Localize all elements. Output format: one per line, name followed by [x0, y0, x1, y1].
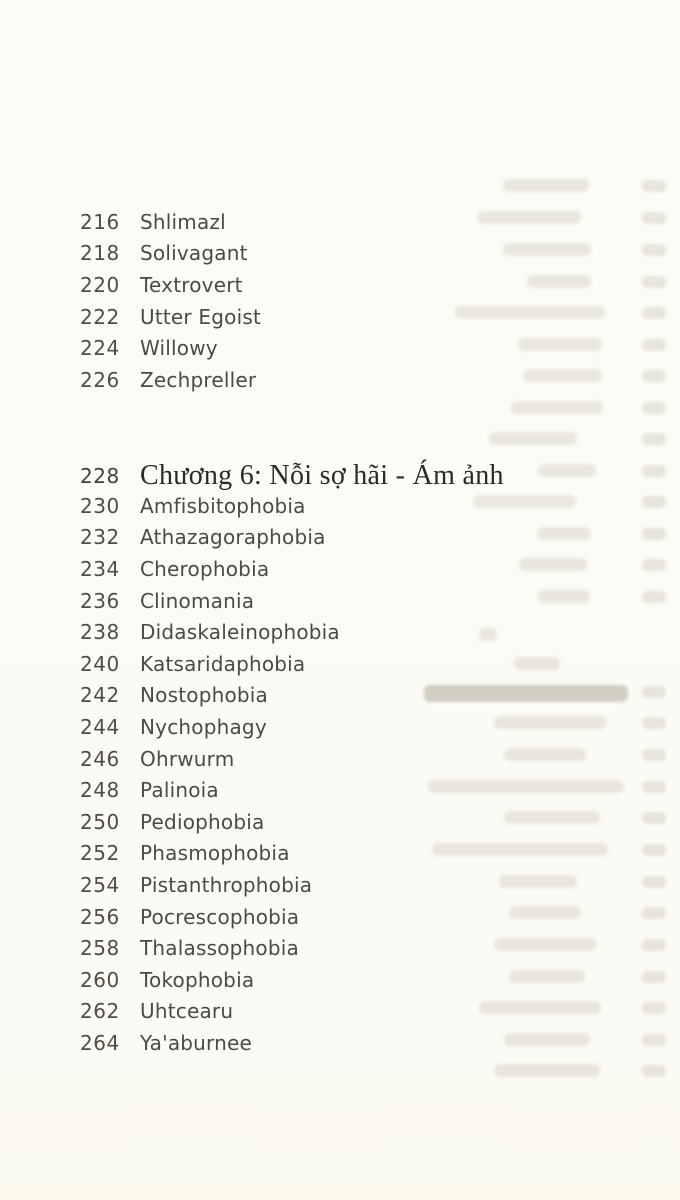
toc-entry-title: Pediophobia [140, 809, 265, 834]
toc-page-number: 250 [80, 809, 120, 834]
toc-page-number: 232 [80, 525, 120, 550]
toc-page-number: 224 [80, 336, 120, 361]
toc-entry [0, 332, 680, 364]
toc-page-number: 258 [80, 936, 120, 961]
toc-page-number: 248 [80, 778, 120, 803]
toc-page-number: 236 [80, 588, 120, 613]
toc-entry [0, 206, 680, 238]
toc-entry [0, 996, 680, 1028]
chapter-page-number: 228 [80, 464, 120, 488]
toc-entry [0, 806, 680, 838]
toc-entry [0, 490, 680, 522]
toc-entry-title: Utter Egoist [140, 304, 261, 329]
toc-entry-title: Ohrwurm [140, 746, 235, 771]
toc-page-number: 230 [80, 493, 120, 518]
toc-entry [0, 648, 680, 680]
toc-entry [0, 711, 680, 743]
toc-entry [0, 1027, 680, 1059]
toc-entry [0, 364, 680, 396]
toc-page-number: 222 [80, 304, 120, 329]
toc-page-number: 234 [80, 556, 120, 581]
toc-entry-title: Tokophobia [140, 967, 255, 992]
chapter-title: Chương 6: Nỗi sợ hãi - Ám ảnh [140, 460, 504, 491]
toc-entry-title: Didaskaleinophobia [140, 620, 340, 645]
toc-entry-title: Uhtcearu [140, 999, 234, 1024]
toc-entry [0, 774, 680, 806]
toc-entry [0, 522, 680, 554]
toc-entry [0, 964, 680, 996]
toc-entry-title: Zechpreller [140, 367, 257, 392]
toc-entry-title: Amfisbitophobia [140, 493, 306, 518]
toc-entry-title: Palinoia [140, 778, 219, 803]
toc-entry-title: Ya'aburnee [140, 1030, 252, 1055]
toc-entry [0, 553, 680, 585]
bleedthrough-line [494, 1064, 600, 1077]
bleedthrough-line [511, 401, 603, 414]
toc-entry [0, 743, 680, 775]
toc-page-number: 242 [80, 683, 120, 708]
toc-entry-title: Willowy [140, 336, 218, 361]
toc-entry-title: Athazagoraphobia [140, 525, 326, 550]
toc-entry-title: Clinomania [140, 588, 255, 613]
toc-list-chapter-6 [0, 490, 680, 1059]
toc-entry [0, 932, 680, 964]
toc-entry-title: Textrovert [140, 272, 243, 297]
bleedthrough-page-number [642, 1065, 666, 1077]
toc-entry-title: Pocrescophobia [140, 904, 300, 929]
toc-entry [0, 238, 680, 270]
toc-entry-title: Cherophobia [140, 556, 270, 581]
toc-page-number: 226 [80, 367, 120, 392]
toc-page-number: 254 [80, 872, 120, 897]
toc-entry [0, 869, 680, 901]
toc-page-number: 238 [80, 620, 120, 645]
toc-entry [0, 301, 680, 333]
toc-page-number: 256 [80, 904, 120, 929]
toc-page-number: 264 [80, 1030, 120, 1055]
toc-list-previous-section [0, 206, 680, 396]
toc-entry-title: Solivagant [140, 241, 248, 266]
toc-entry-title: Phasmophobia [140, 841, 290, 866]
toc-entry [0, 838, 680, 870]
toc-entry-title: Pistanthrophobia [140, 872, 313, 897]
toc-entry [0, 585, 680, 617]
toc-page-number: 252 [80, 841, 120, 866]
toc-entry [0, 269, 680, 301]
bleedthrough-page-number [642, 433, 666, 445]
toc-page-number: 262 [80, 999, 120, 1024]
toc-page-number: 216 [80, 209, 120, 234]
bleedthrough-page-number [642, 180, 666, 192]
toc-page-number: 244 [80, 714, 120, 739]
toc-entry [0, 901, 680, 933]
toc-entry-title: Katsaridaphobia [140, 651, 306, 676]
toc-page-number: 220 [80, 272, 120, 297]
toc-entry-title: Nychophagy [140, 714, 267, 739]
toc-entry-title: Nostophobia [140, 683, 269, 708]
bleedthrough-line [503, 179, 589, 192]
toc-entry [0, 616, 680, 648]
toc-page-number: 246 [80, 746, 120, 771]
toc-page-number: 260 [80, 967, 120, 992]
toc-entry-title: Thalassophobia [140, 936, 299, 961]
bleedthrough-page-number [642, 402, 666, 414]
bleedthrough-line [489, 432, 577, 445]
toc-entry [0, 680, 680, 712]
toc-page-number: 240 [80, 651, 120, 676]
toc-entry-title: Shlimazl [140, 209, 226, 234]
toc-page-number: 218 [80, 241, 120, 266]
